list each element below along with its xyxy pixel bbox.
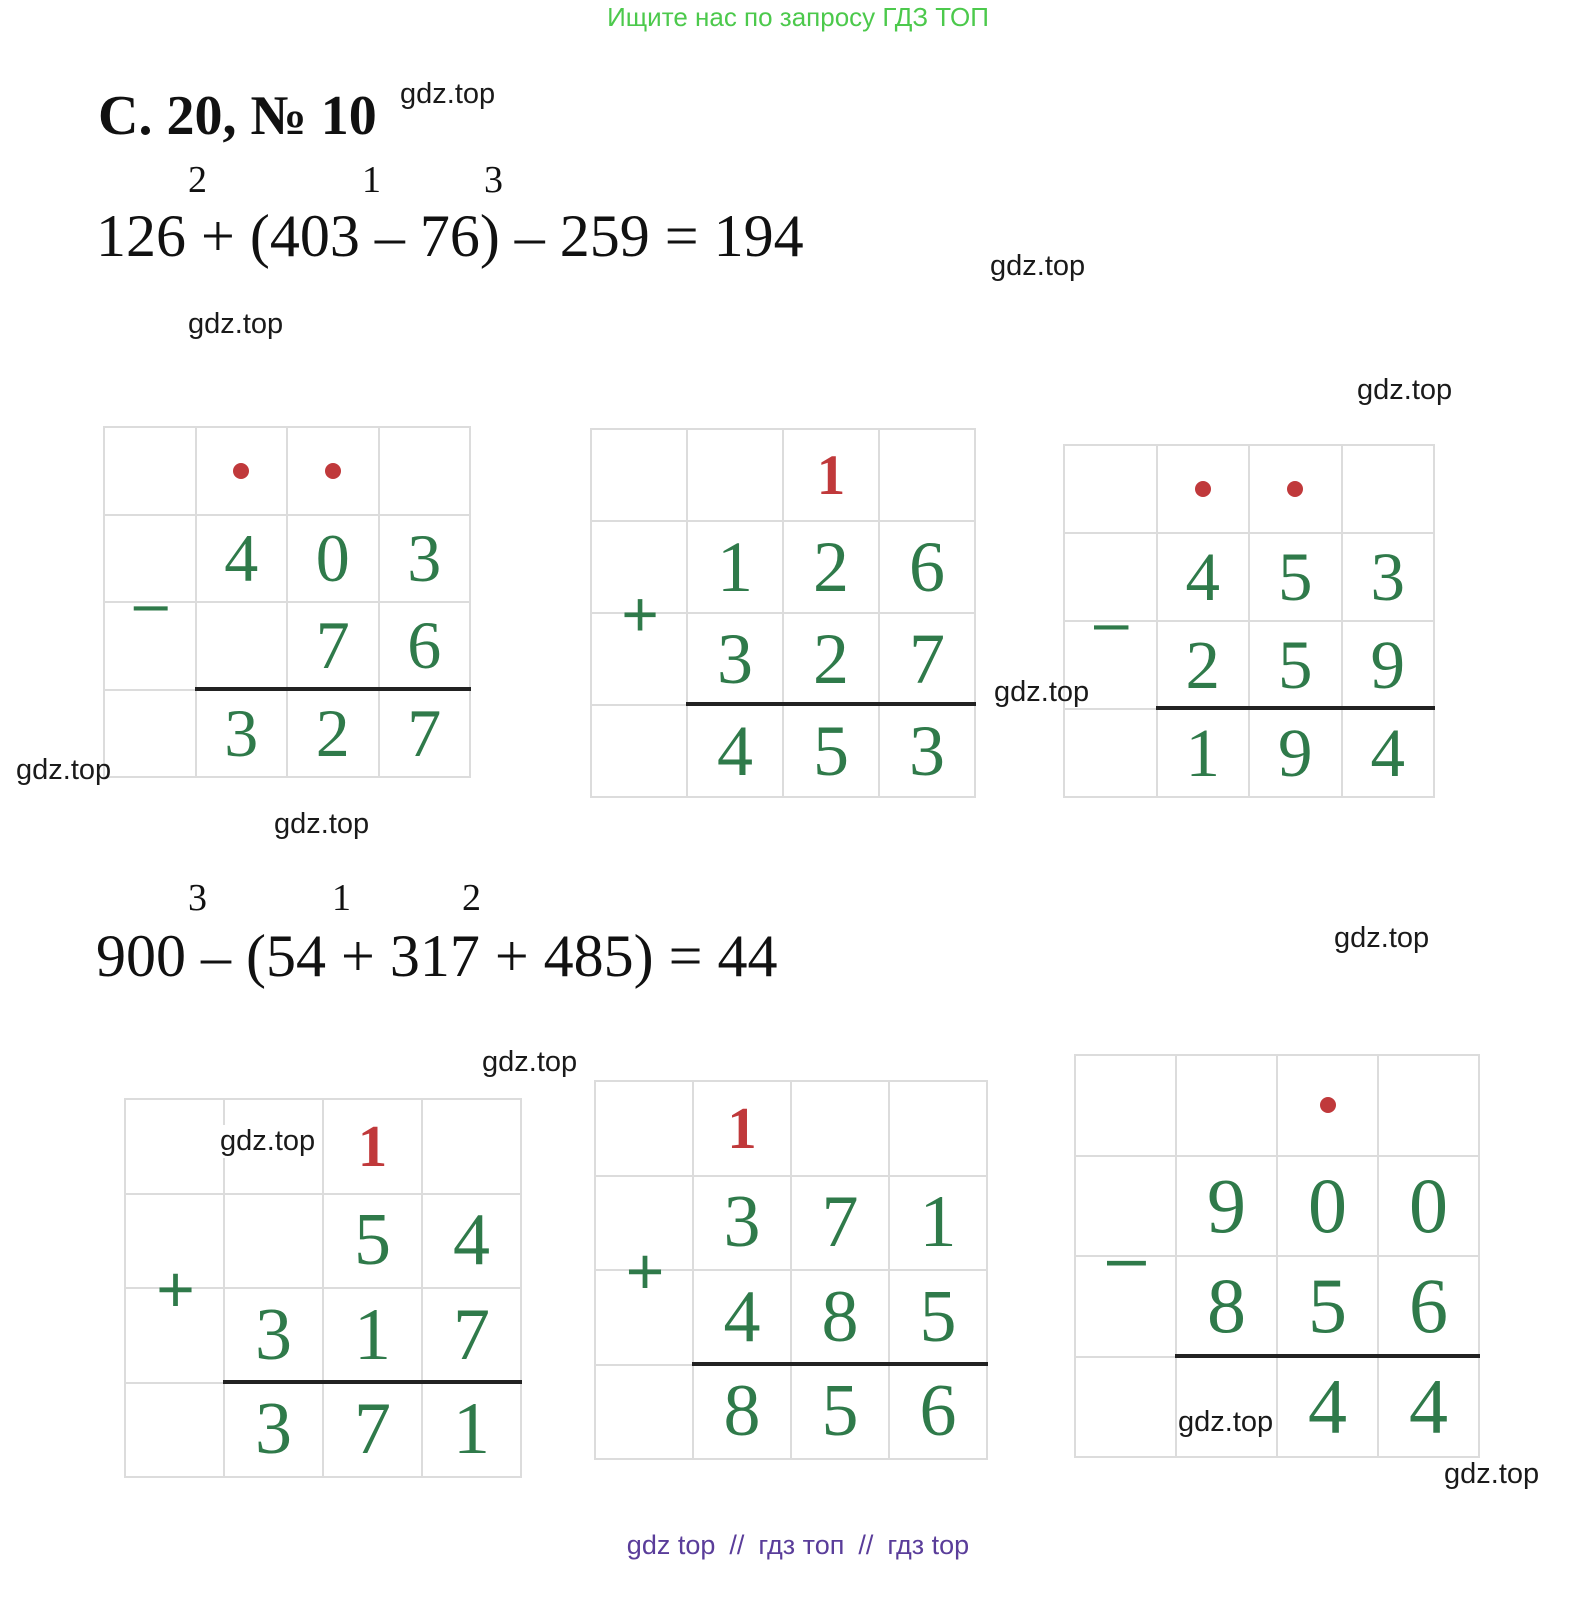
result-digit-cell (105, 691, 197, 779)
footer (0, 1530, 1596, 1561)
watermark: gdz.top (994, 676, 1090, 708)
carry-cell (380, 428, 472, 516)
carry-cell (688, 430, 784, 522)
carry-cell (1343, 446, 1436, 534)
minus-sign: – (1094, 587, 1129, 657)
operand-digit-cell: 3 (380, 516, 472, 604)
result-digit-cell: 1 (423, 1384, 522, 1479)
expression-2: 900 – (54 + 317 + 485) = 44 (96, 923, 778, 989)
result-digit-cell: 3 (197, 691, 289, 779)
watermark: gdz.top (188, 308, 284, 340)
operand-digit-cell: 9 (1343, 622, 1436, 710)
column-grid-453-minus-259 (1063, 444, 1435, 798)
carry-cell (592, 430, 688, 522)
footer-part: gdz top (626, 1530, 716, 1560)
result-digit-cell: 9 (1250, 710, 1343, 798)
carry-cell (126, 1100, 225, 1195)
result-digit-cell: 3 (225, 1384, 324, 1479)
borrow-dot (1320, 1097, 1336, 1113)
sum-line (686, 702, 976, 706)
result-digit-cell: 3 (880, 706, 976, 798)
carry-cell (890, 1082, 988, 1177)
carry-cell (1158, 446, 1251, 534)
carry-cell (1065, 446, 1158, 534)
operand-digit-cell: 6 (380, 603, 472, 691)
result-digit-cell (1076, 1358, 1177, 1459)
watermark: gdz.top (274, 808, 370, 840)
operand-digit-cell: 9 (1177, 1157, 1278, 1258)
result-digit-cell: 7 (324, 1384, 423, 1479)
carry-cell (1250, 446, 1343, 534)
result-digit-cell: 4 (688, 706, 784, 798)
result-digit-cell: 2 (288, 691, 380, 779)
operand-digit-cell: 2 (784, 614, 880, 706)
operand-digit-cell: 1 (688, 522, 784, 614)
result-digit-cell (596, 1366, 694, 1461)
column-grid-900-minus-856 (1074, 1054, 1480, 1458)
carry-cell (880, 430, 976, 522)
watermark: gdz.top (400, 78, 496, 110)
operand-digit-cell: 3 (225, 1289, 324, 1384)
carry-cell (1379, 1056, 1480, 1157)
watermark: gdz.top (1178, 1406, 1274, 1438)
result-digit-cell: 5 (792, 1366, 890, 1461)
watermark: gdz.top (482, 1046, 578, 1078)
result-digit-cell: 4 (1343, 710, 1436, 798)
order-number: 2 (188, 159, 207, 201)
operand-digit-cell (225, 1195, 324, 1290)
operand-digit-cell: 4 (1158, 534, 1251, 622)
operand-digit-cell: 5 (324, 1195, 423, 1290)
result-digit-cell: 6 (890, 1366, 988, 1461)
plus-sign: + (621, 578, 659, 650)
carry-cell (1076, 1056, 1177, 1157)
operand-digit-cell: 7 (423, 1289, 522, 1384)
result-digit-cell: 1 (1158, 710, 1251, 798)
result-digit-cell (592, 706, 688, 798)
sum-line (1175, 1354, 1480, 1358)
sum-line (223, 1380, 522, 1384)
minus-sign: – (133, 569, 168, 637)
carry-cell (105, 428, 197, 516)
column-grid-54-plus-317 (124, 1098, 522, 1478)
operand-digit-cell: 7 (792, 1177, 890, 1272)
operand-digit-cell: 5 (1250, 622, 1343, 710)
borrow-dot (1195, 481, 1211, 497)
result-digit-cell (126, 1384, 225, 1479)
operand-digit-cell (197, 603, 289, 691)
operand-digit-cell: 3 (1343, 534, 1436, 622)
watermark: gdz.top (16, 754, 112, 786)
watermark: gdz.top (1334, 922, 1430, 954)
order-number: 2 (462, 877, 481, 919)
operand-digit-cell: 4 (423, 1195, 522, 1290)
sum-line (1156, 706, 1436, 710)
order-number: 3 (188, 877, 207, 919)
result-digit-cell: 8 (694, 1366, 792, 1461)
operand-digit-cell: 0 (288, 516, 380, 604)
operand-digit-cell: 4 (694, 1271, 792, 1366)
sum-line (195, 687, 472, 691)
borrow-dot (233, 463, 249, 479)
minus-sign: – (1107, 1218, 1146, 1296)
result-digit-cell (1065, 710, 1158, 798)
operand-digit-cell: 8 (792, 1271, 890, 1366)
watermark: gdz.top (990, 250, 1086, 282)
borrow-dot (1287, 481, 1303, 497)
order-number: 3 (484, 159, 503, 201)
carry-cell (792, 1082, 890, 1177)
order-number: 1 (332, 877, 351, 919)
watermark: gdz.top (220, 1125, 316, 1157)
operand-digit-cell: 3 (694, 1177, 792, 1272)
result-digit-cell: 7 (380, 691, 472, 779)
page-title: С. 20, № 10 (98, 85, 377, 147)
operand-digit-cell: 7 (288, 603, 380, 691)
operand-digit-cell: 1 (890, 1177, 988, 1272)
plus-sign: + (156, 1252, 195, 1326)
carry-cell: 1 (784, 430, 880, 522)
carry-cell: 1 (324, 1100, 423, 1195)
top-banner: Ищите нас по запросу ГДЗ ТОП (607, 2, 989, 32)
sum-line (692, 1362, 988, 1366)
footer-separator: // (858, 1530, 874, 1560)
carry-cell (1278, 1056, 1379, 1157)
result-digit-cell: 4 (1379, 1358, 1480, 1459)
result-digit-cell: 4 (1278, 1358, 1379, 1459)
footer-part: гдз топ (758, 1530, 845, 1560)
column-grid-126-plus-327 (590, 428, 976, 798)
carry-cell (423, 1100, 522, 1195)
watermark: gdz.top (1357, 374, 1453, 406)
carry-cell (197, 428, 289, 516)
borrow-dot (325, 463, 341, 479)
plus-sign: + (625, 1234, 665, 1308)
footer-part: гдз top (887, 1530, 970, 1560)
expression-1: 126 + (403 – 76) – 259 = 194 (96, 203, 804, 269)
operand-digit-cell: 5 (890, 1271, 988, 1366)
operand-digit-cell: 0 (1379, 1157, 1480, 1258)
column-grid-403-minus-76 (103, 426, 471, 778)
operand-digit-cell: 1 (324, 1289, 423, 1384)
operand-digit-cell: 2 (1158, 622, 1251, 710)
carry-cell (288, 428, 380, 516)
watermark: gdz.top (1444, 1458, 1540, 1490)
footer-separator: // (729, 1530, 745, 1560)
carry-cell: 1 (694, 1082, 792, 1177)
operand-digit-cell: 0 (1278, 1157, 1379, 1258)
operand-digit-cell: 5 (1278, 1257, 1379, 1358)
operand-digit-cell: 6 (1379, 1257, 1480, 1358)
operand-digit-cell: 5 (1250, 534, 1343, 622)
operand-digit-cell: 3 (688, 614, 784, 706)
operand-digit-cell: 4 (197, 516, 289, 604)
carry-cell (1177, 1056, 1278, 1157)
operand-digit-cell: 8 (1177, 1257, 1278, 1358)
order-number: 1 (362, 159, 381, 201)
column-grid-371-plus-485 (594, 1080, 988, 1460)
operand-digit-cell: 2 (784, 522, 880, 614)
carry-cell (596, 1082, 694, 1177)
operand-digit-cell: 6 (880, 522, 976, 614)
operand-digit-cell: 7 (880, 614, 976, 706)
result-digit-cell: 5 (784, 706, 880, 798)
